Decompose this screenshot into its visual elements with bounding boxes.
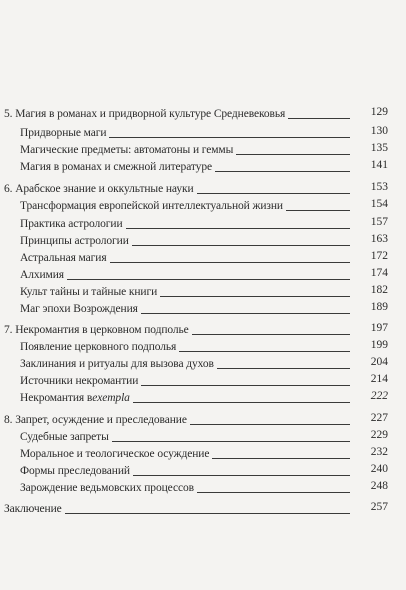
toc-section-entry <box>0 231 406 248</box>
toc-entry-title: Маг эпохи Возрождения <box>20 303 138 315</box>
toc-leader-rule <box>215 171 350 172</box>
toc-page-number: 135 <box>370 142 388 154</box>
toc-entry-line <box>20 371 350 388</box>
toc-section-entry <box>0 388 406 405</box>
toc-page-number: 182 <box>370 284 388 296</box>
toc-leader-rule <box>286 210 350 211</box>
toc-section-entry <box>0 461 406 478</box>
toc-entry-line <box>20 427 350 444</box>
toc-page-number: 129 <box>370 106 388 118</box>
toc-leader-rule <box>141 313 350 314</box>
toc-page-number: 222 <box>370 390 388 402</box>
toc-section-entry <box>0 123 406 140</box>
toc-section-entry <box>0 282 406 299</box>
toc-entry-line <box>20 196 350 213</box>
toc-section-entry <box>0 337 406 354</box>
toc-leader-rule <box>197 193 350 194</box>
toc-chapter-entry <box>0 179 406 196</box>
toc-page-number: 199 <box>370 339 388 351</box>
toc-entry-title: 5. Магия в романах и придворной культуре Средневековья <box>4 108 286 120</box>
toc-leader-rule <box>179 351 350 352</box>
toc-section-entry <box>0 427 406 444</box>
toc-entry-line <box>20 214 350 231</box>
toc-section-entry <box>0 265 406 282</box>
toc-entry-line <box>20 337 350 354</box>
toc-entry-title: Некромантия в <box>20 392 93 404</box>
toc-page-number: 141 <box>370 159 388 171</box>
toc-leader-rule <box>190 424 350 425</box>
toc-chapter-entry <box>0 499 406 516</box>
toc-entry-title: Моральное и теологическое осуждение <box>20 448 210 460</box>
toc-page-number: 227 <box>370 412 388 424</box>
toc-entry-line <box>20 478 350 495</box>
toc-entry-line <box>20 123 350 140</box>
toc-entry-line <box>20 282 350 299</box>
toc-leader-rule <box>133 402 350 403</box>
toc-entry-title: Судебные запреты <box>20 431 109 443</box>
toc-entry-title: Алхимия <box>20 269 64 281</box>
toc-section-entry <box>0 299 406 316</box>
toc-entry-title: Магия в романах и смежной литературе <box>20 161 212 173</box>
toc-leader-rule <box>212 458 350 459</box>
toc-page-number: 257 <box>370 501 388 513</box>
toc-entry-title: 7. Некромантия в церковном подполье <box>4 324 189 336</box>
toc-page-number: 189 <box>370 301 388 313</box>
toc-entry-line <box>4 179 350 196</box>
toc-entry-line <box>20 231 350 248</box>
toc-leader-rule <box>112 441 350 442</box>
toc-entry-title: Культ тайны и тайные книги <box>20 286 158 298</box>
toc-entry-line <box>20 157 350 174</box>
toc-entry-title: Появление церковного подполья <box>20 341 177 353</box>
toc-entry-title: Заклинания и ритуалы для вызова духов <box>20 358 214 370</box>
toc-section-entry <box>0 478 406 495</box>
toc-entry-line <box>4 499 350 516</box>
toc-entry-line <box>20 299 350 316</box>
toc-page-number: 232 <box>370 446 388 458</box>
toc-page-number: 240 <box>370 463 388 475</box>
toc-leader-rule <box>110 262 350 263</box>
toc-leader-rule <box>192 334 350 335</box>
toc-page-number: 157 <box>370 216 388 228</box>
toc-page-number: 153 <box>370 181 388 193</box>
toc-leader-rule <box>67 279 350 280</box>
toc-section-entry <box>0 214 406 231</box>
toc-entry-line <box>20 140 350 157</box>
toc-entry-title-italic: exempla <box>92 392 130 404</box>
toc-entry-line <box>20 461 350 478</box>
toc-section-entry <box>0 140 406 157</box>
toc-page-number: 204 <box>370 356 388 368</box>
toc-entry-line <box>20 444 350 461</box>
toc-entry-title: Источники некромантии <box>20 375 139 387</box>
toc-leader-rule <box>160 296 350 297</box>
toc-entry-line <box>4 104 350 121</box>
toc-section-entry <box>0 248 406 265</box>
toc-chapter-entry <box>0 410 406 427</box>
toc-entry-line <box>20 248 350 265</box>
toc-entry-line <box>20 388 350 405</box>
toc-entry-title: Трансформация европейской интеллектуальной жизни <box>20 200 283 212</box>
toc-page-number: 130 <box>370 125 388 137</box>
toc-leader-rule <box>133 475 350 476</box>
toc-entry-title: 6. Арабское знание и оккультные науки <box>4 183 194 195</box>
toc-entry-title: Зарождение ведьмовских процессов <box>20 482 194 494</box>
toc-section-entry <box>0 354 406 371</box>
toc-leader-rule <box>132 245 350 246</box>
toc-page-number: 197 <box>370 322 388 334</box>
toc-page-number: 214 <box>370 373 388 385</box>
toc-section-entry <box>0 444 406 461</box>
toc-entry-line <box>20 354 350 371</box>
toc-leader-rule <box>197 492 350 493</box>
toc-page-number: 163 <box>370 233 388 245</box>
toc-page-number: 229 <box>370 429 388 441</box>
toc-leader-rule <box>141 385 350 386</box>
toc-page-number: 174 <box>370 267 388 279</box>
toc-entry-title: Принципы астрологии <box>20 235 129 247</box>
toc-leader-rule <box>288 118 350 119</box>
toc-entry-title: Придворные маги <box>20 127 107 139</box>
toc-entry-title: Заключение <box>4 503 62 515</box>
toc-entry-line <box>4 410 350 427</box>
toc-page-number: 248 <box>370 480 388 492</box>
toc-leader-rule <box>109 137 350 138</box>
toc-leader-rule <box>217 368 350 369</box>
toc-entry-title: Астральная магия <box>20 252 107 264</box>
toc-leader-rule <box>65 513 350 514</box>
toc-chapter-entry <box>0 104 406 121</box>
toc-entry-title: 8. Запрет, осуждение и преследование <box>4 414 187 426</box>
toc-section-entry <box>0 157 406 174</box>
toc-entry-line <box>4 320 350 337</box>
toc-leader-rule <box>236 154 350 155</box>
toc-chapter-entry <box>0 320 406 337</box>
toc-page-number: 172 <box>370 250 388 262</box>
toc-entry-line <box>20 265 350 282</box>
toc-entry-title: Магические предметы: автоматоны и геммы <box>20 144 234 156</box>
toc-leader-rule <box>126 228 350 229</box>
toc-entry-title: Формы преследований <box>20 465 130 477</box>
toc-page-number: 154 <box>370 198 388 210</box>
toc-section-entry <box>0 371 406 388</box>
toc-section-entry <box>0 196 406 213</box>
toc-entry-title: Практика астрологии <box>20 218 123 230</box>
